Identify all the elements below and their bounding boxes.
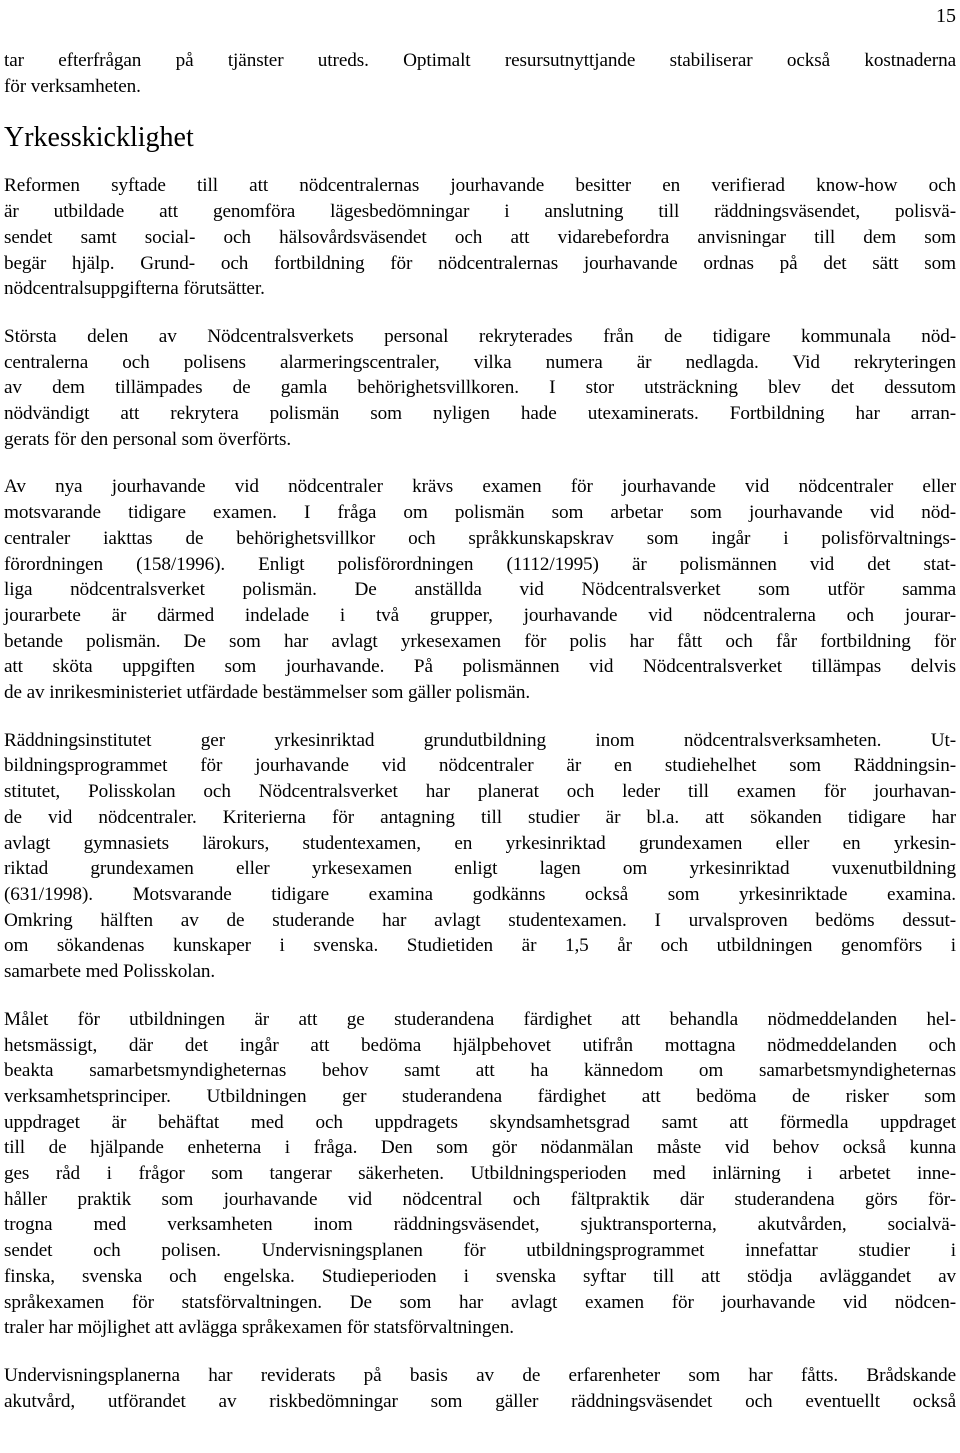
text-line: förordningen (158/1996). Enligt polisförordningen (1112/1995) är polismännen vid det stat- [4, 553, 956, 575]
paragraph-gap [4, 302, 956, 324]
text-line: riktad grundexamen eller yrkesexamen enligt lagen om yrkesinriktad vuxenutbildning [4, 858, 956, 880]
text-line: motsvarande tidigare examen. I fråga om polismän som arbetar som jourhavande vid nöd- [4, 502, 956, 524]
text-line: betande polismän. De som har avlagt yrkesexamen för polis har fått och får fortbildning för [4, 630, 956, 652]
text-line: språkexamen för statsförvaltningen. De som har avlagt examen för jourhavande vid nödcen- [4, 1291, 956, 1313]
text-line: håller praktik som jourhavande vid nödcentral och fältpraktik där studerandena görs för- [4, 1188, 956, 1210]
paragraph-gap [4, 985, 956, 1007]
text-line: akutvård, utförandet av riskbedömningar som gäller räddningsväsendet och eventuellt också [4, 1390, 956, 1412]
text-line: finska, svenska och engelska. Studieperioden i svenska syftar till att stödja avläggandet av [4, 1265, 956, 1287]
text-line: uppdraget är behäftat med och uppdragets skyndsamhetsgrad samt att förmedla uppdraget [4, 1111, 956, 1133]
text-line: ges råd i frågor som tangerar säkerheten. Utbildningsperioden med inlärning i arbetet inne- [4, 1163, 956, 1185]
text-line: verksamhetsprinciper. Utbildningen ger studerandena färdighet att bedöma de risker som [4, 1085, 956, 1107]
paragraph-gap [4, 1341, 956, 1363]
intro-paragraph [4, 48, 956, 99]
text-line: Av nya jourhavande vid nödcentraler krävs examen för jourhavande vid nödcentraler eller [4, 476, 956, 498]
section-heading: Yrkesskicklighet [4, 122, 194, 154]
text-line: nödcentralsuppgifterna förutsätter. [4, 278, 265, 300]
paragraph [4, 173, 956, 302]
paragraph [4, 1007, 956, 1341]
text-line: samarbete med Polisskolan. [4, 961, 216, 983]
text-line: sendet samt social- och hälsovårdsväsendet och att vidarebefordra anvisningar till dem som [4, 226, 956, 248]
text-line: centralerna och polisens alarmeringscentraler, vilka numera är nedlagda. Vid rekryteringen [4, 351, 956, 373]
text-line: jourarbete är därmed indelade i två grupper, jourhavande vid nödcentralerna och jourar- [4, 604, 956, 626]
text-line: Största delen av Nödcentralsverkets personal rekryterades från de tidigare kommunala nöd- [4, 325, 956, 347]
text-line: Räddningsinstitutet ger yrkesinriktad grundutbildning inom nödcentralsverksamheten. Ut- [4, 729, 956, 751]
text-line: är utbildade att genomföra lägesbedömningar i anslutning till räddningsväsendet, polisvä- [4, 201, 956, 223]
paragraph [4, 324, 956, 453]
text-line: Omkring hälften av de studerande har avlagt studentexamen. I urvalsproven bedöms dessut- [4, 909, 956, 931]
text-line: beakta samarbetsmyndigheternas behov samt att ha kännedom om samarbetsmyndigheternas [4, 1060, 956, 1082]
page-number: 15 [936, 5, 956, 27]
text-line: om sökandenas kunskaper i svenska. Studietiden är 1,5 år och utbildningen genomförs i [4, 935, 956, 957]
text-line: liga nödcentralsverket polismän. De anställda vid Nödcentralsverket som utför samma [4, 579, 956, 601]
text-line: de vid nödcentraler. Kriterierna för antagning till studier är bl.a. att sökanden tidigare har [4, 806, 956, 828]
text-line: avlagt gymnasiets lärokurs, studentexamen, en yrkesinriktad grundexamen eller en yrkesin- [4, 832, 956, 854]
text-line: de av inrikesministeriet utfärdade bestämmelser som gäller polismän. [4, 682, 531, 704]
text-line: Målet för utbildningen är att ge studerandena färdighet att behandla nödmeddelanden hel- [4, 1008, 956, 1030]
paragraph-gap [4, 706, 956, 728]
text-line: tar efterfrågan på tjänster utreds. Optimalt resursutnyttjande stabiliserar också kostnaderna [4, 50, 956, 71]
text-line: Undervisningsplanerna har reviderats på basis av de erfarenheter som har fåtts. Brådskande [4, 1364, 956, 1386]
text-line: centraler iakttas de behörighetsvillkor och språkkunskapskrav som ingår i polisförvaltnings- [4, 527, 956, 549]
text-line: att sköta uppgiften som jourhavande. På polismännen vid Nödcentralsverket tillämpas delvis [4, 656, 956, 678]
text-line: hetsmässigt, där det ingår att bedöma hjälpbehovet utifrån mottagna nödmeddelanden och [4, 1034, 956, 1056]
paragraph [4, 474, 956, 705]
text-line: gerats för den personal som överförts. [4, 428, 292, 450]
text-line: traler har möjlighet att avlägga språkexamen för statsförvaltningen. [4, 1317, 515, 1339]
text-line: av dem tillämpades de gamla behörighetsvillkoren. I stor utsträckning blev det dessutom [4, 377, 956, 399]
text-line: stitutet, Polisskolan och Nödcentralsverket har planerat och leder till examen för jourhavan- [4, 781, 956, 803]
text-line: begär hjälp. Grund- och fortbildning för nödcentralernas jourhavande ordnas på det sätt som [4, 252, 956, 274]
paragraph [4, 1363, 956, 1414]
text-line: trogna med verksamheten inom räddningsväsendet, sjuktransporterna, akutvården, socialvä- [4, 1214, 956, 1236]
document-body [4, 48, 956, 1414]
text-line: till de hjälpande enheterna i fråga. Den som gör nödanmälan måste vid behov också kunna [4, 1137, 956, 1159]
text-line: för verksamheten. [4, 75, 141, 97]
text-line: Reformen syftade till att nödcentralernas jourhavande besitter en verifierad know-how och [4, 175, 956, 197]
text-line: nödvändigt att rekrytera polismän som nyligen hade utexaminerats. Fortbildning har arran- [4, 403, 956, 425]
text-line: sendet och polisen. Undervisningsplanen för utbildningsprogrammet innefattar studier i [4, 1240, 956, 1262]
paragraph [4, 728, 956, 985]
text-line: (631/1998). Motsvarande tidigare examina godkänns också som yrkesinriktade examina. [4, 883, 956, 905]
paragraph-gap [4, 452, 956, 474]
text-line: bildningsprogrammet för jourhavande vid nödcentraler är en studiehelhet som Räddningsin- [4, 755, 956, 777]
